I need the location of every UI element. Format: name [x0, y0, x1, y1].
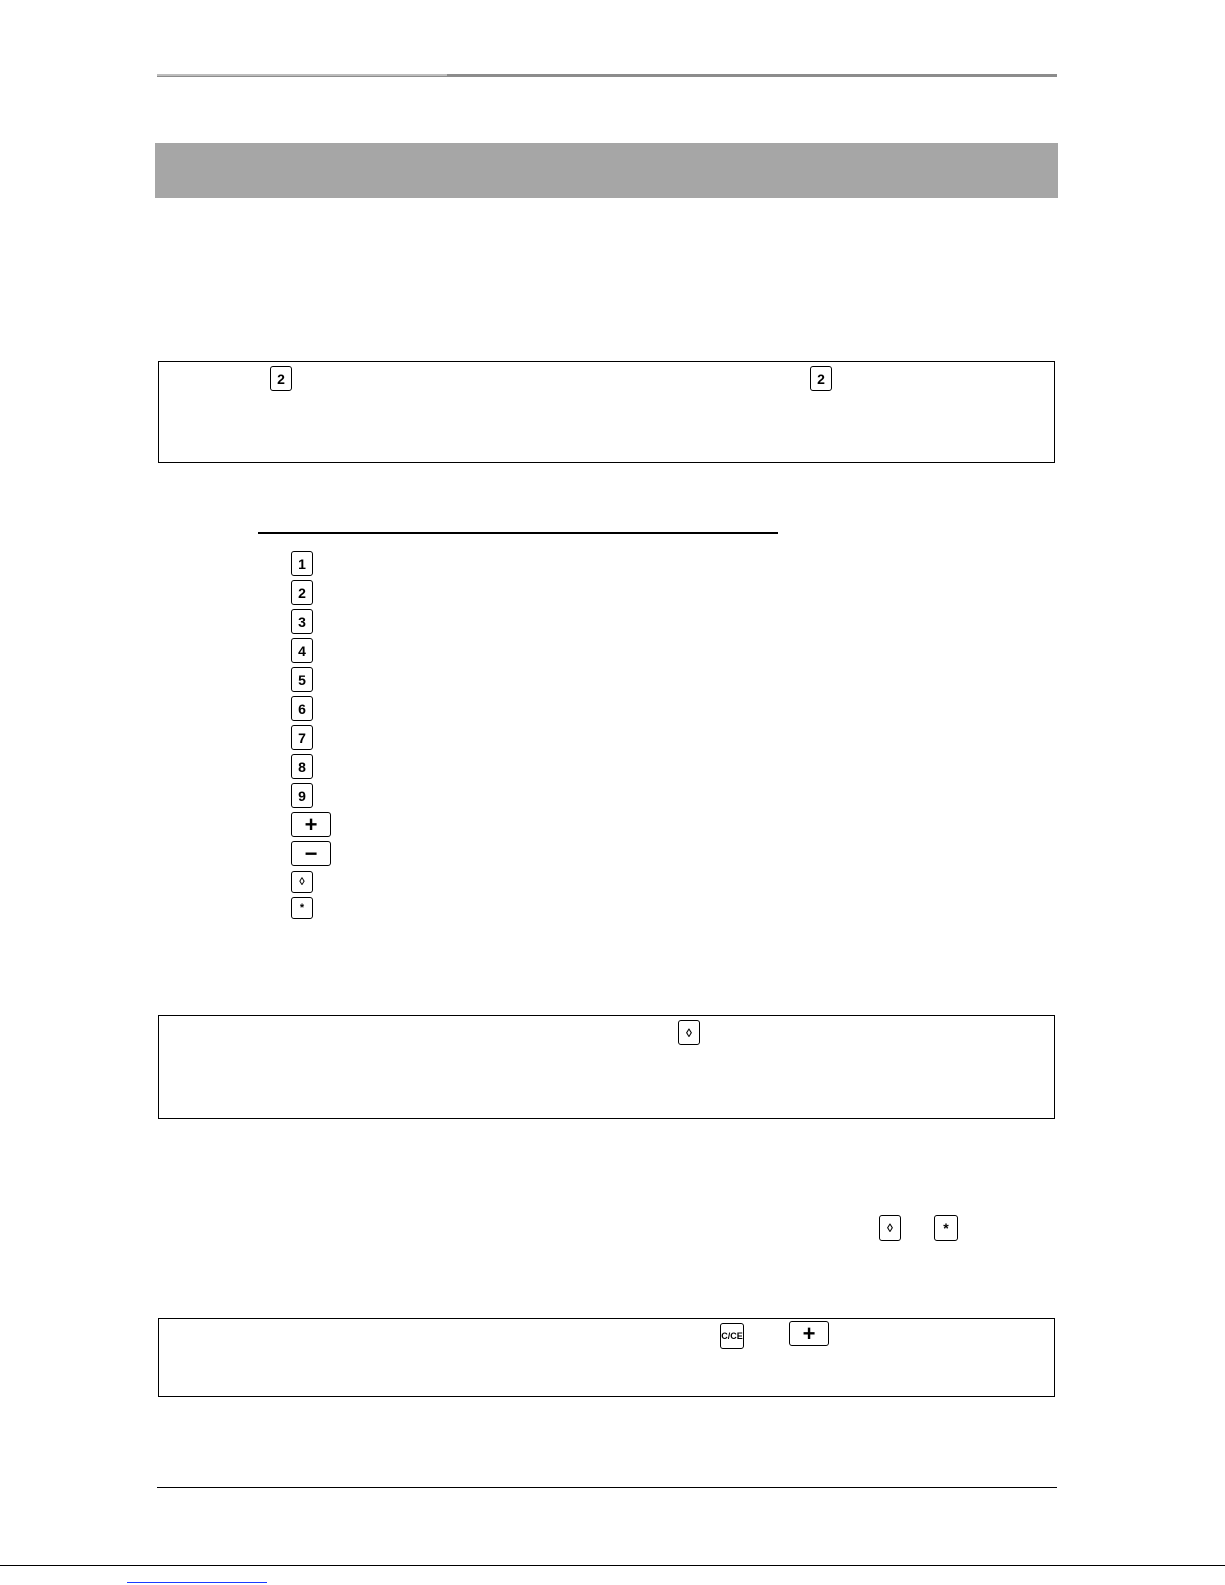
key-2-icon: 2: [291, 580, 313, 605]
key-list: [290, 550, 350, 920]
note-box-1: [158, 361, 1055, 463]
key-diamond-icon: ◊: [291, 871, 313, 893]
key-1-icon: 1: [291, 551, 313, 576]
key-asterisk-icon: *: [291, 897, 313, 919]
page-edge-line: [0, 1565, 1225, 1566]
key-7-icon: 7: [291, 725, 313, 750]
key-plus-icon: +: [291, 812, 331, 837]
key-clear-entry-label: C/CE: [721, 1330, 743, 1341]
key-diamond-icon: ◊: [678, 1020, 700, 1045]
key-minus-icon: −: [291, 841, 331, 866]
key-6-icon: 6: [291, 696, 313, 721]
key-5-icon: 5: [291, 667, 313, 692]
key-4-icon: 4: [291, 638, 313, 663]
key-2-icon: 2: [270, 366, 292, 391]
key-9-icon: 9: [291, 783, 313, 808]
note-box-2: [158, 1015, 1055, 1119]
key-8-icon: 8: [291, 754, 313, 779]
note-box-3: [158, 1318, 1055, 1397]
key-diamond-icon: ◊: [879, 1215, 901, 1241]
key-clear-entry-icon: [720, 1323, 744, 1349]
key-3-icon: 3: [291, 609, 313, 634]
key-2-icon: 2: [810, 366, 832, 391]
header-rule-highlight: [157, 74, 447, 76]
key-asterisk-icon: *: [934, 1215, 958, 1241]
paragraph-inline-keys: [878, 1214, 968, 1244]
footer-rule: [157, 1487, 1057, 1488]
key-plus-icon: +: [789, 1321, 829, 1346]
section-header-band: [155, 143, 1058, 198]
key-list-heading-rule: [258, 532, 778, 534]
